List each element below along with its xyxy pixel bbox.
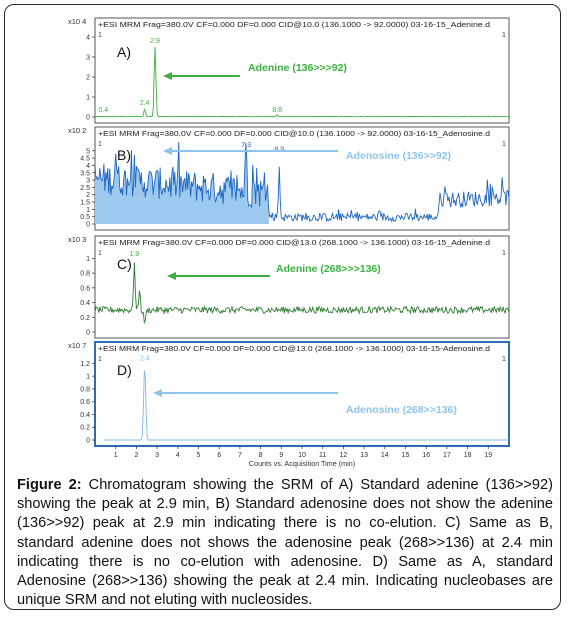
panel-4-arrow-head	[153, 389, 162, 397]
panel-2-y-tick-label: 2	[86, 192, 90, 200]
panel-2-peak-label: 7.3	[241, 141, 251, 149]
panel-3-corner-left: 1	[98, 250, 102, 257]
x-tick-label: 7	[237, 452, 242, 459]
panel-3-y-tick-label: 0.2	[80, 314, 90, 322]
panel-4-y-tick-label: 1.2	[80, 360, 90, 368]
panel-1-annotation: Adenine (136>>>92)	[248, 62, 347, 74]
panel-1-corner-right: 1	[502, 32, 506, 39]
x-tick-label: 4	[175, 452, 180, 459]
panel-1-peak-label: 2.9	[150, 38, 160, 45]
panel-2-scale-label: x10 2	[68, 126, 87, 135]
panel-4-corner-left: 1	[98, 356, 102, 363]
panel-1-y-tick-label: 1	[86, 94, 90, 102]
panel-2-y-tick-label: 5	[86, 148, 90, 156]
panel-4-y-tick-label: 1	[86, 373, 90, 381]
panel-3-header: +ESI MRM Frag=380.0V CF=0.000 DF=0.000 CID@13.0 (268.1000 -> 136.1000) 03-16-15_Adenine.d	[98, 238, 491, 247]
panel-3-corner-right: 1	[502, 250, 506, 257]
panel-2-corner-left: 1	[98, 141, 102, 148]
panel-4-y-tick-label: 0.4	[80, 411, 90, 419]
panel-3-y-tick-label: 0.4	[80, 300, 90, 308]
panel-4-y-tick-label: 0	[86, 437, 90, 445]
panel-3-y-tick-label: 0.8	[80, 270, 90, 278]
x-tick-label: 14	[380, 452, 389, 459]
panel-3-scale-label: x10 3	[68, 235, 87, 244]
panel-2-y-tick-label: 1	[86, 206, 90, 214]
panel-2-y-tick-label: 2.5	[80, 184, 90, 192]
panel-2-arrow-head	[163, 147, 172, 155]
x-tick-label: 19	[484, 452, 493, 459]
panel-2-peak-label: 8.9	[274, 146, 285, 154]
panel-1-arrow-head	[163, 72, 172, 80]
panel-1-peak-label: 2.4	[139, 100, 150, 107]
panel-2-letter: B)	[117, 147, 131, 163]
panel-4-y-tick-label: 0.8	[80, 386, 90, 394]
panel-3-y-tick-label: 0	[86, 329, 90, 337]
panel-3-border	[95, 236, 509, 338]
panel-4-scale-label: x10 7	[68, 341, 87, 350]
panel-4-peak-label: 2.4	[139, 355, 150, 363]
panel-3-y-tick-label: 0.6	[80, 285, 90, 293]
panel-4-y-tick-label: 0.6	[80, 399, 90, 407]
panel-1-y-tick-label: 0	[86, 114, 90, 122]
x-tick-label: 9	[279, 452, 284, 459]
panel-4-annotation: Adenosine (268>>136)	[346, 404, 457, 416]
panel-1-corner-left: 1	[98, 32, 102, 39]
x-axis-label: Counts vs. Acquisition Time (min)	[248, 459, 356, 468]
panel-3-letter: C)	[117, 256, 132, 272]
panel-3-y-tick-label: 1	[86, 255, 90, 263]
x-tick-label: 18	[463, 452, 472, 459]
panel-2-y-tick-label: 0	[86, 221, 90, 229]
caption-text: Chromatogram showing the SRM of A) Standard adenine (136>>92) showing the peak at 2.9 min, B) Standard adenosine does not show the adenine (136>>92) peak at 2.9 min indicating there is no co-elution. C) Same as B, standard adenine does not shows the adenosine peak (268>>136) at 2.4 min indicating there is no co-elution with adenosine. D) Same as A, standard Adenosine (268>>136) showing the peak at 2.4 min. Indicating nucleobases are unique SRM and not eluting with nucleosides.	[17, 477, 554, 609]
panel-2-annotation: Adenosine (136>>92)	[346, 150, 452, 162]
figure-caption	[17, 476, 553, 610]
panel-2-y-tick-label: 3	[86, 177, 90, 185]
panel-1-trace	[95, 47, 509, 117]
panel-4-corner-right: 1	[502, 356, 506, 363]
panel-4-header: +ESI MRM Frag=380.0V CF=0.000 DF=0.000 CID@13.0 (268.1000 -> 136.1000) 03-16-15-Adenosine.d	[98, 344, 490, 353]
x-tick-label: 3	[155, 452, 160, 459]
panel-4-y-tick-label: 0.2	[80, 424, 90, 432]
x-tick-label: 13	[360, 452, 368, 459]
panel-3-arrow-head	[167, 272, 176, 280]
panel-3-annotation: Adenine (268>>>136)	[276, 263, 381, 275]
x-tick-label: 6	[217, 452, 222, 459]
panel-1-letter: A)	[117, 44, 131, 60]
panel-2-corner-right: 1	[502, 141, 506, 148]
panel-4-letter: D)	[117, 362, 132, 378]
x-tick-label: 1	[113, 452, 118, 459]
panel-2-y-tick-label: 0.5	[80, 214, 90, 222]
x-tick-label: 15	[401, 452, 410, 459]
panel-2-y-tick-label: 3.5	[80, 170, 90, 178]
x-tick-label: 2	[134, 452, 139, 459]
panel-1-header: +ESI MRM Frag=380.0V CF=0.000 DF=0.000 CID@10.0 (136.1000 -> 92.0000) 03-16-15_Adenine.d	[98, 20, 491, 29]
x-tick-label: 5	[196, 452, 201, 459]
x-tick-label: 17	[443, 452, 451, 459]
panel-2-y-tick-label: 1.5	[80, 199, 90, 207]
panel-3-peak-label: 1.9	[129, 250, 140, 258]
panel-2-header: +ESI MRM Frag=380.0V CF=0.000 DF=0.000 CID@10.0 (136.1000 -> 92.0000) 03-16-15_Adenosine.d	[98, 129, 491, 138]
panel-1-y-tick-label: 4	[86, 34, 90, 42]
panel-2-y-tick-label: 4.5	[80, 155, 90, 163]
x-tick-label: 12	[339, 452, 348, 459]
panel-1-peak-label: 8.8	[272, 107, 283, 114]
caption-label: Figure 2:	[17, 477, 82, 493]
panel-1-y-tick-label: 2	[86, 74, 90, 82]
panel-1-scale-label: x10 4	[68, 17, 87, 26]
panel-1-peak-label: 0.4	[98, 107, 109, 114]
panel-1-y-tick-label: 3	[86, 54, 90, 62]
x-tick-label: 10	[298, 452, 306, 459]
x-tick-label: 16	[422, 452, 431, 459]
x-tick-label: 11	[319, 452, 327, 459]
panel-2-y-tick-label: 4	[86, 162, 90, 170]
x-tick-label: 8	[258, 452, 263, 459]
